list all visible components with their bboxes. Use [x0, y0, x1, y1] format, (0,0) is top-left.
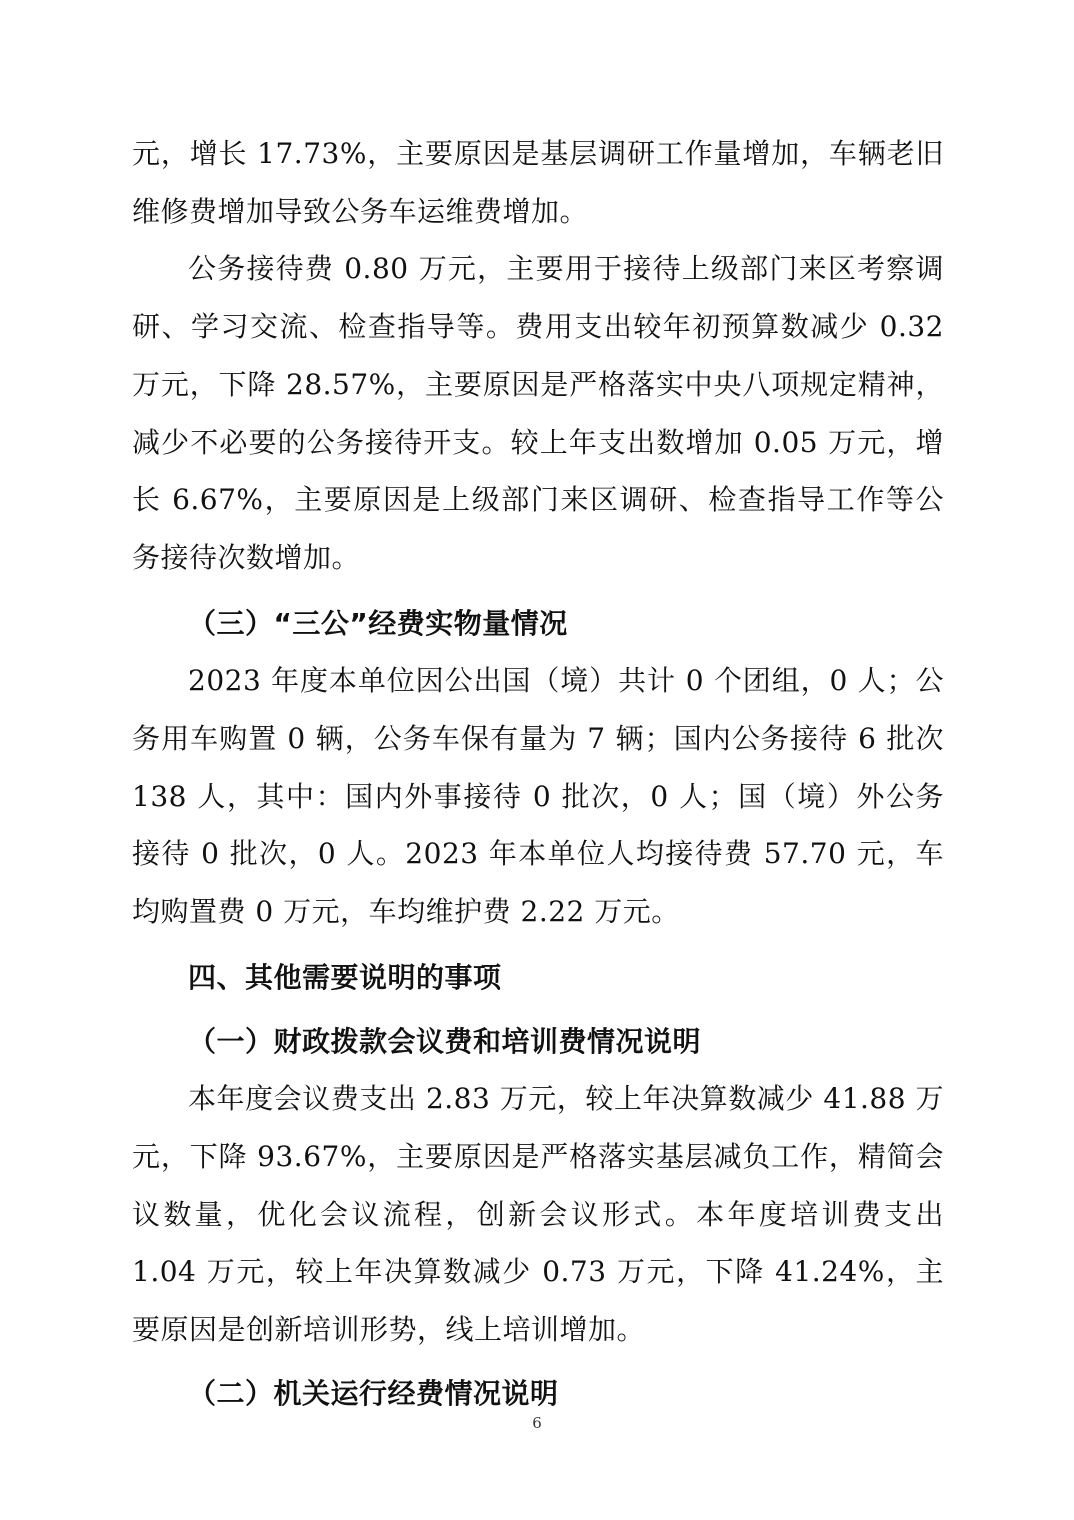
heading-four-other-matters: 四、其他需要说明的事项 — [188, 960, 502, 994]
heading-agency-operating-funds: （二）机关运行经费情况说明 — [188, 1376, 559, 1410]
paragraph-reception-cost: 公务接待费 0.80 万元，主要用于接待上级部门来区考察调研、学习交流、检查指导等。费用支出较年初预算数减少 0.32 万元，下降 28.57%，主要原因是严格落实中央八项规定精神，减少不必要的公务接待开支。较上年支出数增加 0.05 万元，增长 6.67%，主要原因是上级部门来区调研、检查指导工作等公务接待次数增加。 — [132, 252, 944, 574]
paragraph-meeting-training-details: 本年度会议费支出 2.83 万元，较上年决算数减少 41.88 万元，下降 93.67%，主要原因是严格落实基层减负工作，精简会议数量，优化会议流程，创新会议形式。本年度培训费支出 1.04 万元，较上年决算数减少 0.73 万元，下降 41.24%，主要原因是创新培训形势，线上培训增加。 — [132, 1082, 944, 1347]
heading-three-public-quantity: （三）“三公”经费实物量情况 — [188, 606, 568, 640]
paragraph-quantity-details: 2023 年度本单位因公出国（境）共计 0 个团组，0 人；公务用车购置 0 辆，公务车保有量为 7 辆；国内公务接待 6 批次 138 人，其中：国内外事接待 0 批次，0 人；国（境）外公务接待 0 批次，0 人。2023 年本单位人均接待费 57.70 元，车均购置费 0 万元，车均维护费 2.22 万元。 — [132, 664, 944, 929]
heading-meeting-training-fees: （一）财政拨款会议费和培训费情况说明 — [188, 1024, 702, 1058]
paragraph-vehicle-cost-continued: 元，增长 17.73%，主要原因是基层调研工作量增加，车辆老旧维修费增加导致公务车运维费增加。 — [132, 137, 944, 228]
page-number: 6 — [532, 1414, 542, 1432]
document-body — [132, 125, 944, 1422]
